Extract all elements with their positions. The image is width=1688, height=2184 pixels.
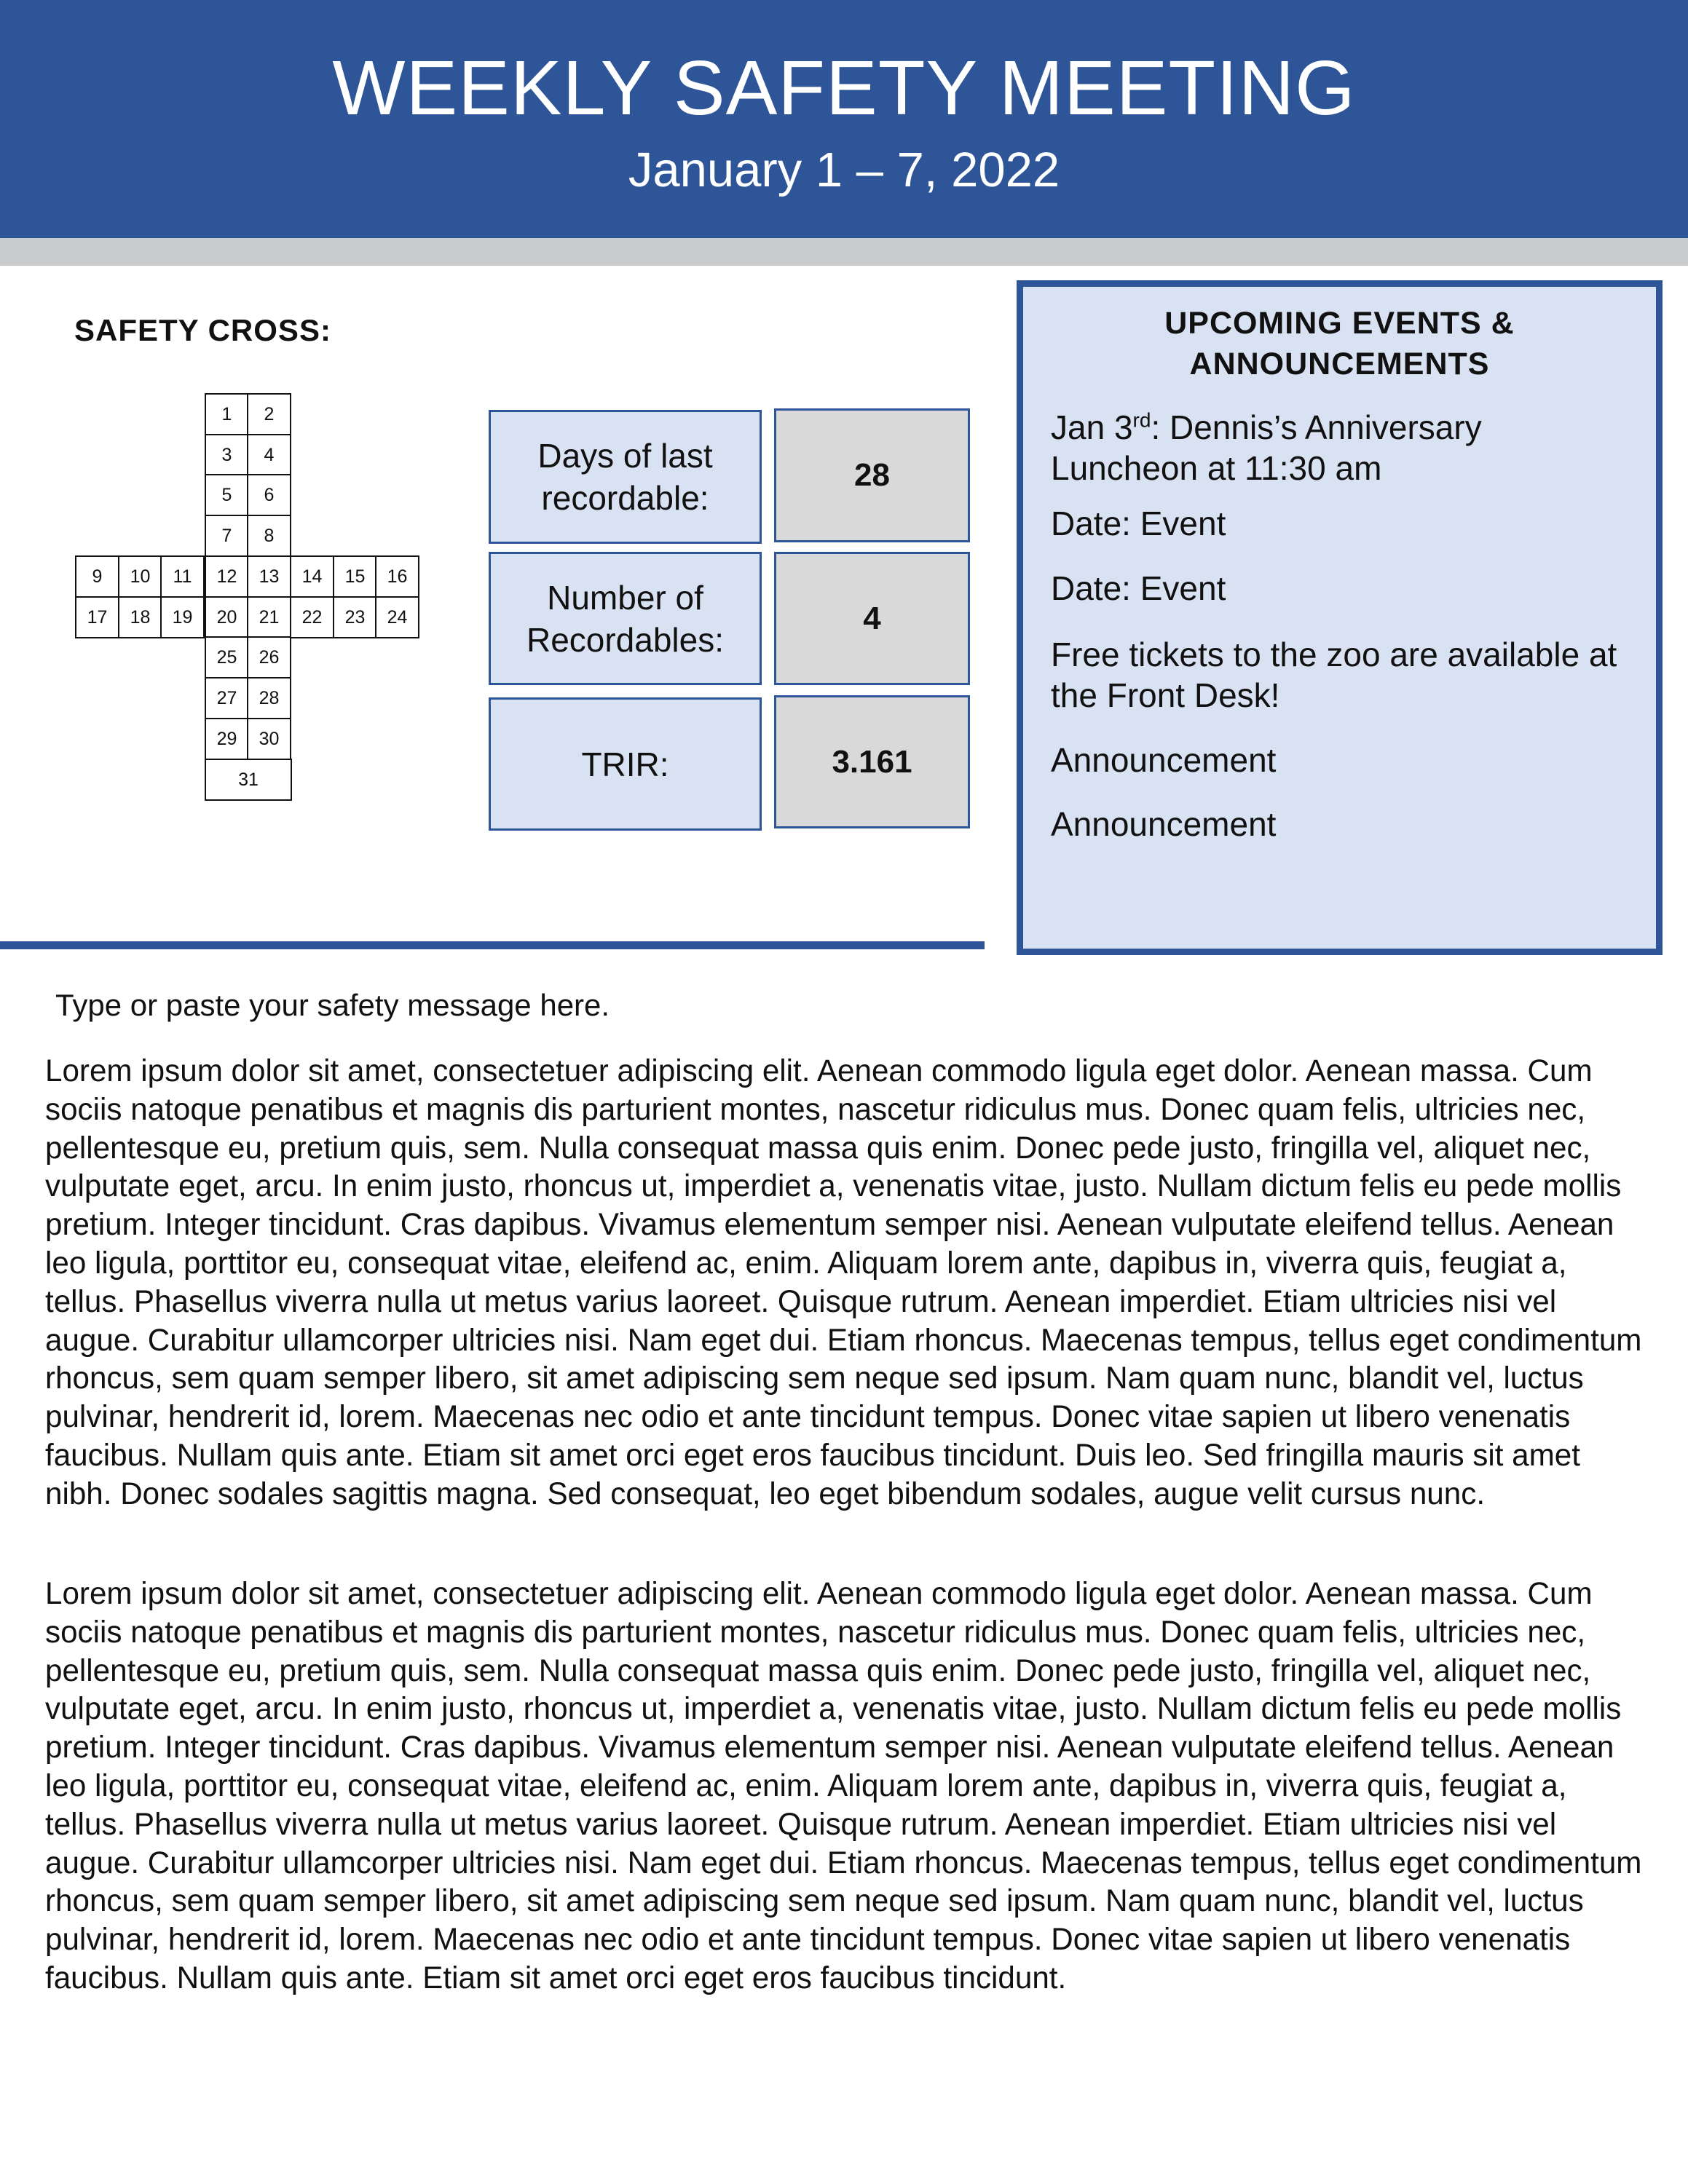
- event-item-5: Announcement: [1051, 741, 1277, 779]
- trir-value: 3.161: [774, 695, 970, 828]
- trir-label: TRIR:: [489, 697, 762, 831]
- cross-day-6: 6: [247, 474, 291, 516]
- safety-cross-heading: SAFETY CROSS:: [74, 313, 331, 347]
- cross-day-7: 7: [205, 515, 249, 557]
- cross-day-31: 31: [205, 759, 292, 801]
- cross-day-4: 4: [247, 434, 291, 476]
- event-item-6: Announcement: [1051, 805, 1277, 843]
- cross-day-5: 5: [205, 474, 249, 516]
- date-range: January 1 – 7, 2022: [628, 143, 1060, 197]
- cross-day-18: 18: [118, 596, 162, 638]
- safety-message-paragraph-2: Lorem ipsum dolor sit amet, consectetuer adipiscing elit. Aenean commodo ligula eget dolor. Aenean massa. Cum sociis natoque penatibus et magnis dis parturient montes, nascetur ridiculus mus. Donec quam felis, ultricies nec, pellentesque eu, pretium quis, sem. Nulla consequat massa quis enim. Donec pede justo, fringilla vel, aliquet nec, vulputate eget, arcu. In enim justo, rhoncus ut, imperdiet a, venenatis vitae, justo. Nullam dictum felis eu pede mollis pretium. Integer tincidunt. Cras dapibus. Vivamus elementum semper nisi. Aenean vulputate eleifend tellus. Aenean leo ligula, porttitor eu, consequat vitae, eleifend ac, enim. Aliquam lorem ante, dapibus in, viverra quis, feugiat a, tellus. Phasellus viverra nulla ut metus varius laoreet. Quisque rutrum. Aenean imperdiet. Etiam ultricies nisi vel augue. Curabitur ullamcorper ultricies nisi. Nam eget dui. Etiam rhoncus. Maecenas tempus, tellus eget condimentum rhoncus, sem quam semper libero, sit amet adipiscing sem neque sed ipsum. Nam quam nunc, blandit vel, luctus pulvinar, hendrerit id, lorem. Maecenas nec odio et ante tincidunt tempus. Donec vitae sapien ut libero venenatis faucibus. Nullam quis ante. Etiam sit amet orci eget eros faucibus tincidunt.: [45, 1576, 1642, 1995]
- cross-day-28: 28: [247, 677, 291, 719]
- event-date: Jan 3: [1051, 408, 1133, 446]
- safety-message-intro: Type or paste your safety message here.: [55, 988, 610, 1022]
- cross-day-24: 24: [375, 596, 419, 638]
- cross-day-19: 19: [160, 596, 205, 638]
- events-panel: [1017, 280, 1663, 955]
- section-divider: [0, 941, 985, 949]
- event-text: : Dennis’s Anniversary Luncheon at 11:30 am: [1051, 408, 1482, 487]
- cross-day-30: 30: [247, 718, 291, 760]
- safety-message-paragraph-1: Lorem ipsum dolor sit amet, consectetuer adipiscing elit. Aenean commodo ligula eget dolor. Aenean massa. Cum sociis natoque penatibus et magnis dis parturient montes, nascetur ridiculus mus. Donec quam felis, ultricies nec, pellentesque eu, pretium quis, sem. Nulla consequat massa quis enim. Donec pede justo, fringilla vel, aliquet nec, vulputate eget, arcu. In enim justo, rhoncus ut, imperdiet a, venenatis vitae, justo. Nullam dictum felis eu pede mollis pretium. Integer tincidunt. Cras dapibus. Vivamus elementum semper nisi. Aenean vulputate eleifend tellus. Aenean leo ligula, porttitor eu, consequat vitae, eleifend ac, enim. Aliquam lorem ante, dapibus in, viverra quis, feugiat a, tellus. Phasellus viverra nulla ut metus varius laoreet. Quisque rutrum. Aenean imperdiet. Etiam ultricies nisi vel augue. Curabitur ullamcorper ultricies nisi. Nam eget dui. Etiam rhoncus. Maecenas tempus, tellus eget condimentum rhoncus, sem quam semper libero, sit amet adipiscing sem neque sed ipsum. Nam quam nunc, blandit vel, luctus pulvinar, hendrerit id, lorem. Maecenas nec odio et ante tincidunt tempus. Donec vitae sapien ut libero venenatis faucibus. Nullam quis ante. Etiam sit amet orci eget eros faucibus tincidunt. Duis leo. Sed fringilla mauris sit amet nibh. Donec sodales sagittis magna. Sed consequat, leo eget bibendum sodales, augue velit cursus nunc.: [45, 1053, 1642, 1511]
- event-item-3: Date: Event: [1051, 569, 1226, 607]
- cross-day-23: 23: [333, 596, 377, 638]
- recordables-label: Number of Recordables:: [489, 552, 762, 685]
- event-item-2: Date: Event: [1051, 505, 1226, 542]
- days-since-value: 28: [774, 408, 970, 542]
- ordinal-suffix: rd: [1132, 408, 1151, 432]
- header-stripe: [0, 238, 1688, 266]
- days-since-label: Days of last recordable:: [489, 410, 762, 544]
- cross-day-21: 21: [247, 596, 291, 638]
- cross-day-15: 15: [333, 555, 377, 598]
- cross-day-11: 11: [160, 555, 205, 598]
- event-item-1: [1051, 407, 1633, 488]
- cross-day-12: 12: [205, 555, 249, 598]
- events-title: UPCOMING EVENTS & ANNOUNCEMENTS: [1164, 306, 1515, 381]
- cross-day-2: 2: [247, 393, 291, 435]
- cross-day-10: 10: [118, 555, 162, 598]
- cross-day-13: 13: [247, 555, 291, 598]
- cross-day-22: 22: [290, 596, 334, 638]
- page-header: [0, 0, 1688, 238]
- recordables-value: 4: [774, 552, 970, 685]
- cross-day-14: 14: [290, 555, 334, 598]
- cross-day-26: 26: [247, 636, 291, 678]
- cross-day-8: 8: [247, 515, 291, 557]
- cross-day-27: 27: [205, 677, 249, 719]
- cross-day-9: 9: [75, 555, 119, 598]
- cross-day-16: 16: [375, 555, 419, 598]
- cross-day-17: 17: [75, 596, 119, 638]
- cross-day-1: 1: [205, 393, 249, 435]
- cross-day-29: 29: [205, 718, 249, 760]
- event-item-4: Free tickets to the zoo are available at the Front Desk!: [1051, 636, 1617, 714]
- cross-day-20: 20: [205, 596, 249, 638]
- cross-day-25: 25: [205, 636, 249, 678]
- page-title: WEEKLY SAFETY MEETING: [332, 45, 1356, 131]
- cross-day-3: 3: [205, 434, 249, 476]
